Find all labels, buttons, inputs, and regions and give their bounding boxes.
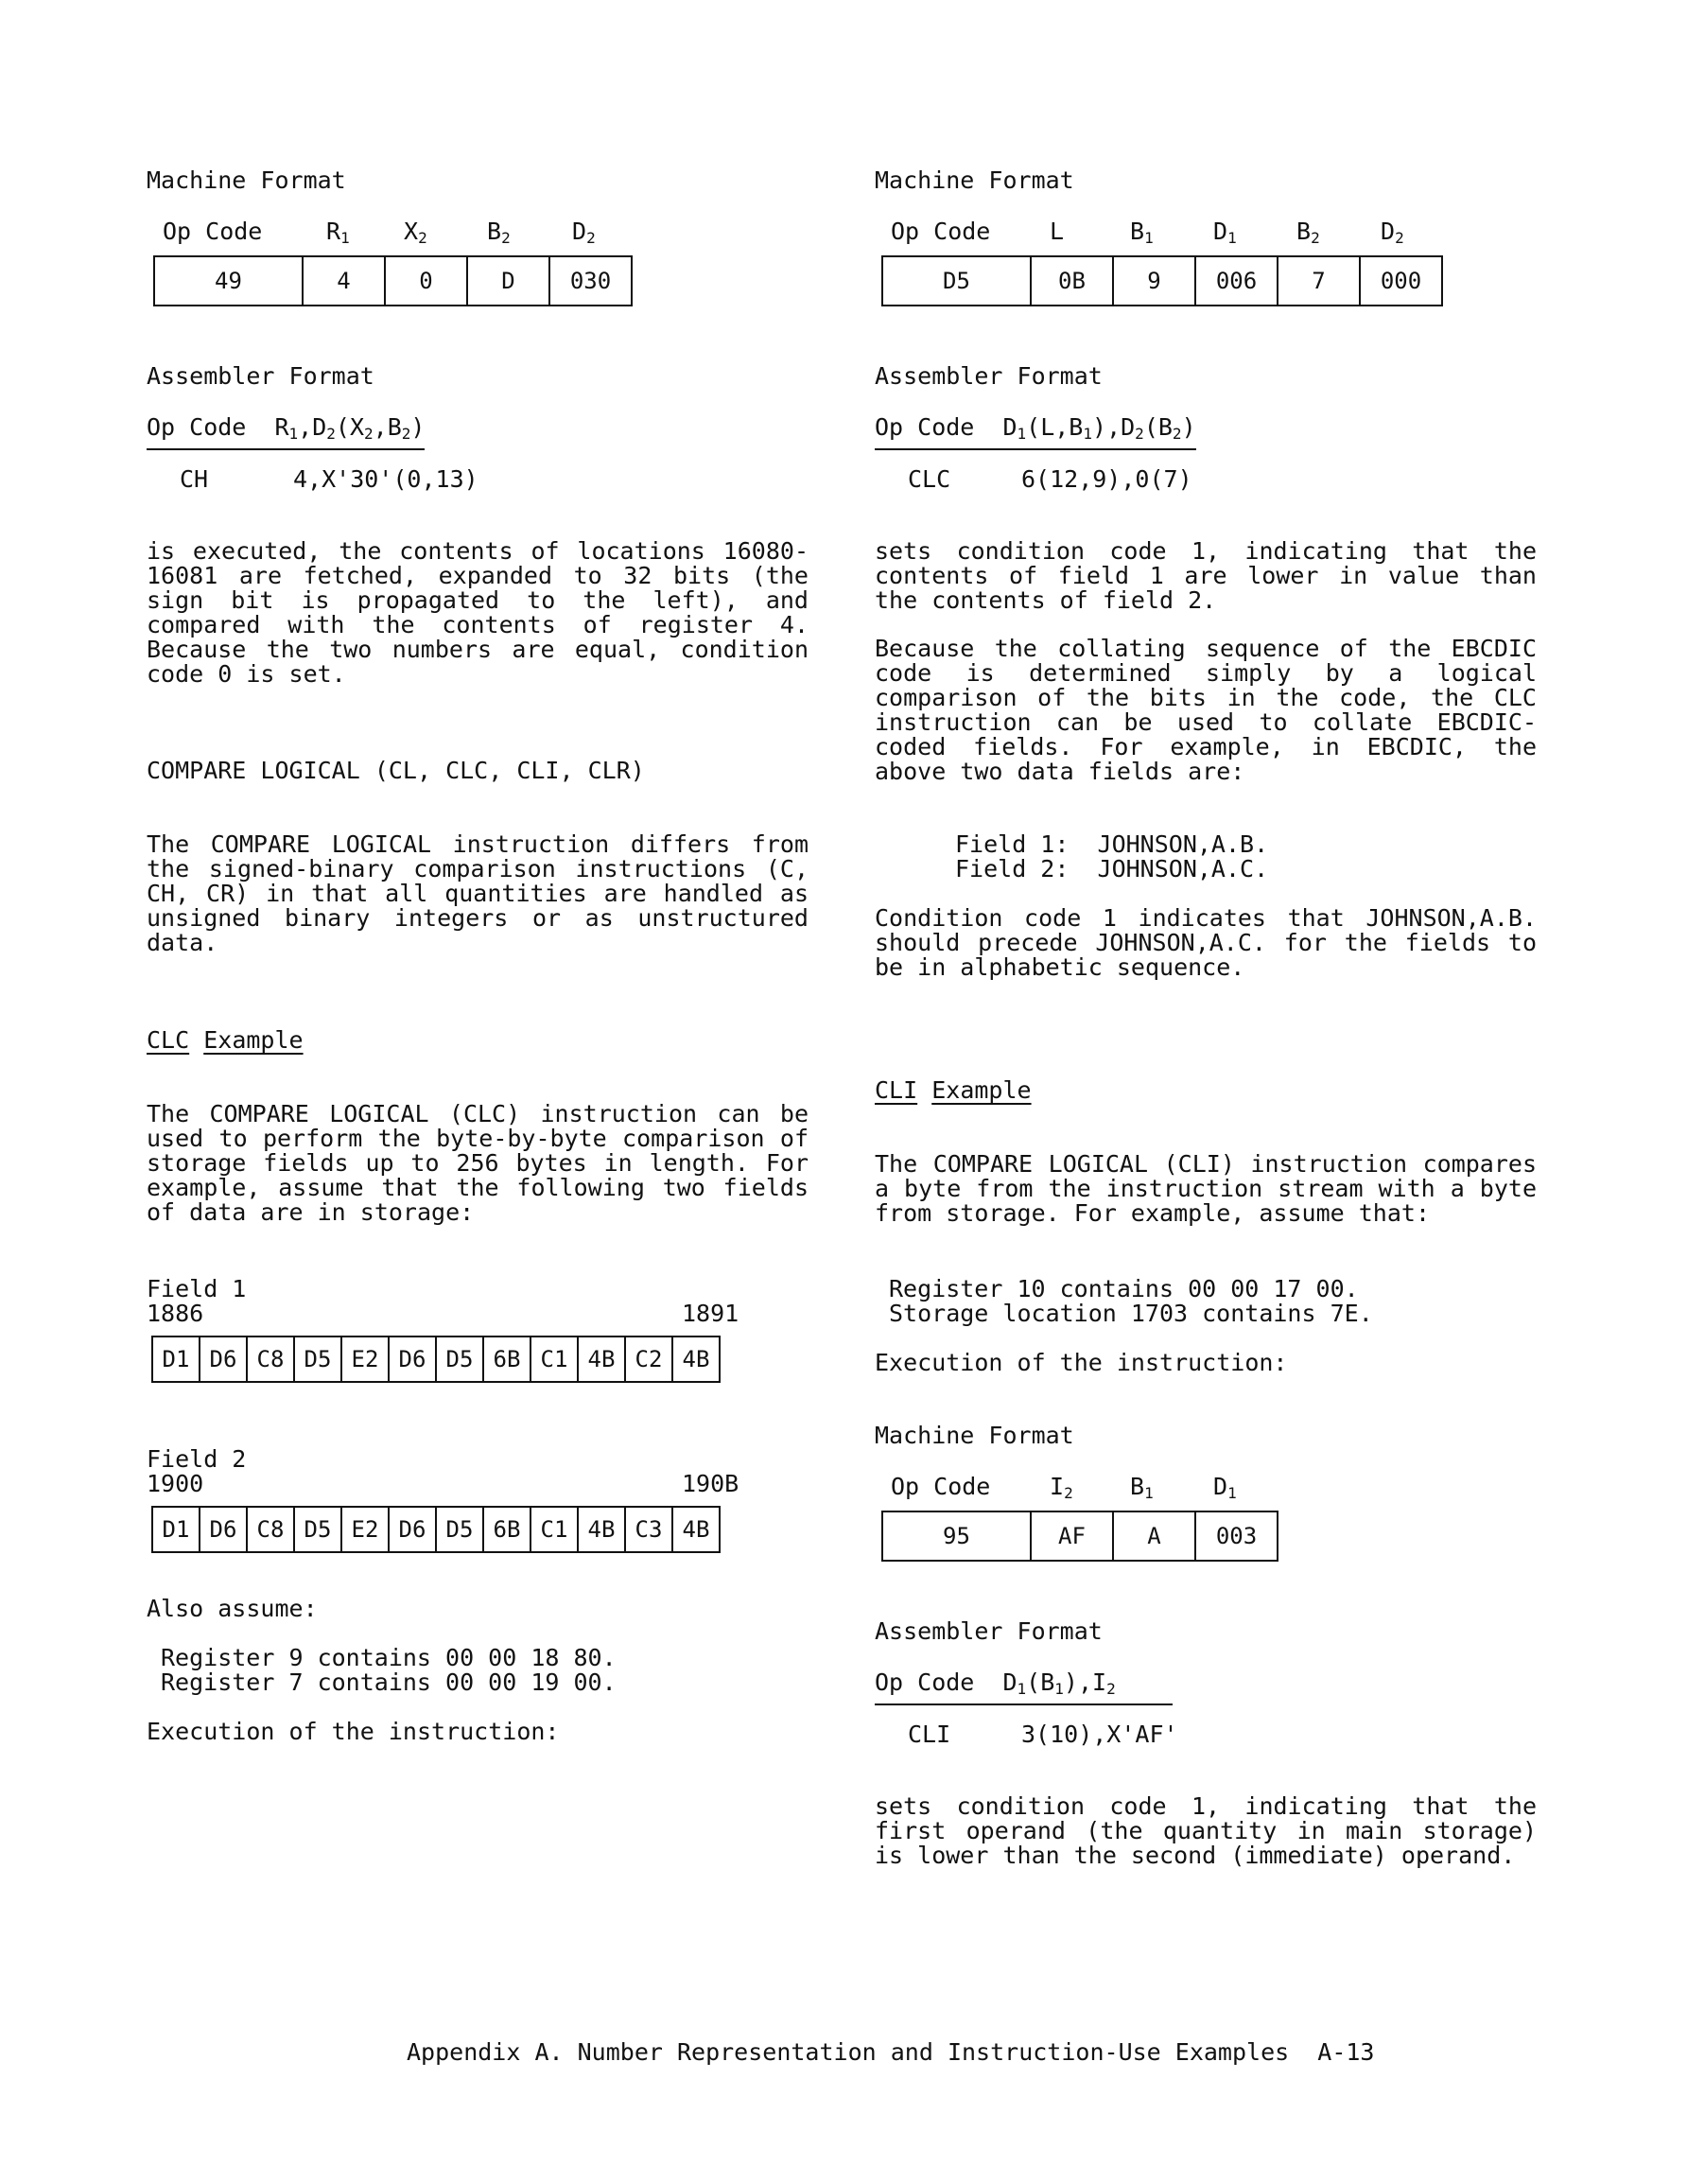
register9-text: Register 9 contains 00 00 18 80. [161, 1644, 617, 1671]
also-assume-text: Also assume: [147, 1595, 318, 1622]
byte-cell: C2 [624, 1337, 671, 1381]
byte-cell: 6B [482, 1508, 530, 1551]
collating-paragraph: Because the collating sequence of the EBCDIC code is determined simply by a logical comparison of the bits in the code, the CLC instruction can be used to collate EBCDIC-coded fields. For example, in EBCDIC, the above two data fields are: [875, 635, 1537, 785]
clc-machine-format-box [881, 255, 1443, 306]
assembler-format-header: Op Code $R_1,D_2(X_2,B_2)$ [147, 413, 425, 450]
i2-header: $I_2$ [1050, 1473, 1073, 1502]
cli-example-heading: CLI Example [875, 1076, 1032, 1104]
op-code-cell: D5 [943, 268, 970, 294]
byte-cell: E2 [340, 1337, 388, 1381]
assembler-op-2: CLI [908, 1721, 951, 1748]
field2-label: Field 2 [147, 1445, 247, 1473]
field1-bytes-row [151, 1336, 721, 1383]
b1-header: $B_1$ [1130, 218, 1154, 247]
op-code-cell: 95 [943, 1523, 970, 1549]
execution-text: Execution of the instruction: [875, 1349, 1288, 1376]
assembler-format-title-2: Assembler Format [875, 1617, 1103, 1645]
cli-machine-format-header [875, 1473, 1300, 1501]
op-code-header: Op Code [891, 218, 991, 245]
b2-cell: 7 [1277, 257, 1359, 305]
op-code-header: Op Code [163, 218, 263, 245]
byte-cell: 4B [577, 1508, 624, 1551]
l-header: L [1050, 218, 1065, 245]
clc-example-heading: CLC Example [147, 1026, 304, 1054]
byte-cell: D1 [162, 1516, 190, 1543]
field2-start-address: 1900 [147, 1470, 204, 1497]
byte-cell: D5 [435, 1337, 482, 1381]
byte-cell: C8 [246, 1508, 293, 1551]
section-heading: COMPARE LOGICAL (CL, CLC, CLI, CLR) [147, 757, 645, 784]
byte-cell: C1 [530, 1508, 577, 1551]
b2-header: $B_2$ [487, 218, 511, 247]
assembler-format-title: Assembler Format [875, 362, 1103, 390]
byte-cell: D6 [199, 1337, 246, 1381]
field1-end-address: 1891 [682, 1300, 739, 1327]
cli-paragraph: The COMPARE LOGICAL (CLI) instruction compares a byte from the instruction stream with a byte from storage. For example, assume that: [875, 1150, 1537, 1227]
d1-header: $D_1$ [1213, 218, 1237, 247]
op-code-cell: 49 [215, 268, 242, 294]
d2-header: $D_2$ [1381, 218, 1404, 247]
byte-cell: 4B [671, 1508, 719, 1551]
byte-cell: C8 [246, 1337, 293, 1381]
clc-result-paragraph: sets condition code 1, indicating that the contents of field 1 are lower in value than the contents of field 2. [875, 537, 1537, 614]
byte-cell: D6 [199, 1508, 246, 1551]
x2-header: $X_2$ [404, 218, 427, 247]
machine-format-title-2: Machine Format [875, 1422, 1074, 1449]
ch-result-paragraph: is executed, the contents of locations 16080-16081 are fetched, expanded to 32 bits (the sign bit is propagated to the left), and compared with the contents of register 4. Because the two numbers are equal, condition code 0 is set. [147, 537, 809, 688]
b2-header: $B_2$ [1296, 218, 1320, 247]
l-cell: 0B [1030, 257, 1112, 305]
r1-header: $R_1$ [326, 218, 350, 247]
d2-cell: 030 [548, 257, 631, 305]
byte-cell: D5 [293, 1508, 340, 1551]
clc-machine-format-header [875, 218, 1442, 246]
compare-logical-paragraph: The COMPARE LOGICAL instruction differs from the signed-binary comparison instructions (C, CH, CR) in that all quantities are handled as unsigned binary integers or as unstructured data. [147, 830, 809, 956]
condition-code-paragraph: Condition code 1 indicates that JOHNSON,A.B. should precede JOHNSON,A.C. for the fields to be in alphabetic sequence. [875, 904, 1537, 981]
register7-text: Register 7 contains 00 00 19 00. [161, 1669, 617, 1696]
assembler-operands: 6(12,9),0(7) [1021, 465, 1192, 493]
b1-cell: 9 [1112, 257, 1194, 305]
clc-paragraph: The COMPARE LOGICAL (CLC) instruction can be used to perform the byte-by-byte comparison of storage fields up to 256 bytes in length. For example, assume that the following two fields of data are in storage: [147, 1100, 809, 1226]
field1-value-line: Field 1: JOHNSON,A.B. [955, 830, 1269, 858]
byte-cell: 6B [482, 1337, 530, 1381]
byte-cell: C3 [624, 1508, 671, 1551]
d2-cell: 000 [1359, 257, 1441, 305]
byte-cell: D5 [293, 1337, 340, 1381]
assembler-format-title: Assembler Format [147, 362, 374, 390]
byte-cell: D5 [435, 1508, 482, 1551]
b1-cell: A [1112, 1512, 1194, 1560]
byte-cell: 4B [577, 1337, 624, 1381]
assembler-format-header: Op Code $D_1(L,B_1),D_2(B_2)$ [875, 413, 1196, 450]
ch-machine-format-header [147, 218, 638, 246]
byte-cell: 4B [671, 1337, 719, 1381]
op-code-header: Op Code [891, 1473, 991, 1500]
field2-value-line: Field 2: JOHNSON,A.C. [955, 855, 1269, 882]
field2-bytes-row [151, 1506, 721, 1553]
b2-cell: D [466, 257, 548, 305]
storage-text: Storage location 1703 contains 7E. [889, 1300, 1373, 1327]
byte-cell: D1 [162, 1346, 190, 1372]
ch-machine-format-box [153, 255, 633, 306]
byte-cell: C1 [530, 1337, 577, 1381]
byte-cell: E2 [340, 1508, 388, 1551]
field1-start-address: 1886 [147, 1300, 204, 1327]
execution-text: Execution of the instruction: [147, 1718, 560, 1745]
i2-cell: AF [1030, 1512, 1112, 1560]
x2-cell: 0 [384, 257, 466, 305]
page-footer: Appendix A. Number Representation and Instruction-Use Examples A-13 [407, 2038, 1375, 2066]
machine-format-title: Machine Format [875, 166, 1074, 194]
assembler-operands-2: 3(10),X'AF' [1021, 1721, 1178, 1748]
cli-result-paragraph: sets condition code 1, indicating that the first operand (the quantity in main storage) is lower than the second (immediate) operand. [875, 1792, 1537, 1869]
cli-machine-format-box [881, 1511, 1278, 1562]
field1-label: Field 1 [147, 1275, 247, 1302]
r1-cell: 4 [302, 257, 384, 305]
d2-header: $D_2$ [572, 218, 596, 247]
assembler-op: CLC [908, 465, 951, 493]
d1-cell: 006 [1194, 257, 1277, 305]
d1-cell: 003 [1194, 1512, 1277, 1560]
assembler-op: CH [180, 465, 209, 493]
b1-header: $B_1$ [1130, 1473, 1154, 1502]
assembler-operands: 4,X'30'(0,13) [293, 465, 478, 493]
machine-format-title: Machine Format [147, 166, 346, 194]
byte-cell: D6 [388, 1508, 435, 1551]
register10-text: Register 10 contains 00 00 17 00. [889, 1275, 1359, 1302]
field2-end-address: 190B [682, 1470, 739, 1497]
assembler-format-header-2: Op Code $D_1(B_1),I_2$ [875, 1669, 1173, 1705]
d1-header: $D_1$ [1213, 1473, 1237, 1502]
byte-cell: D6 [388, 1337, 435, 1381]
